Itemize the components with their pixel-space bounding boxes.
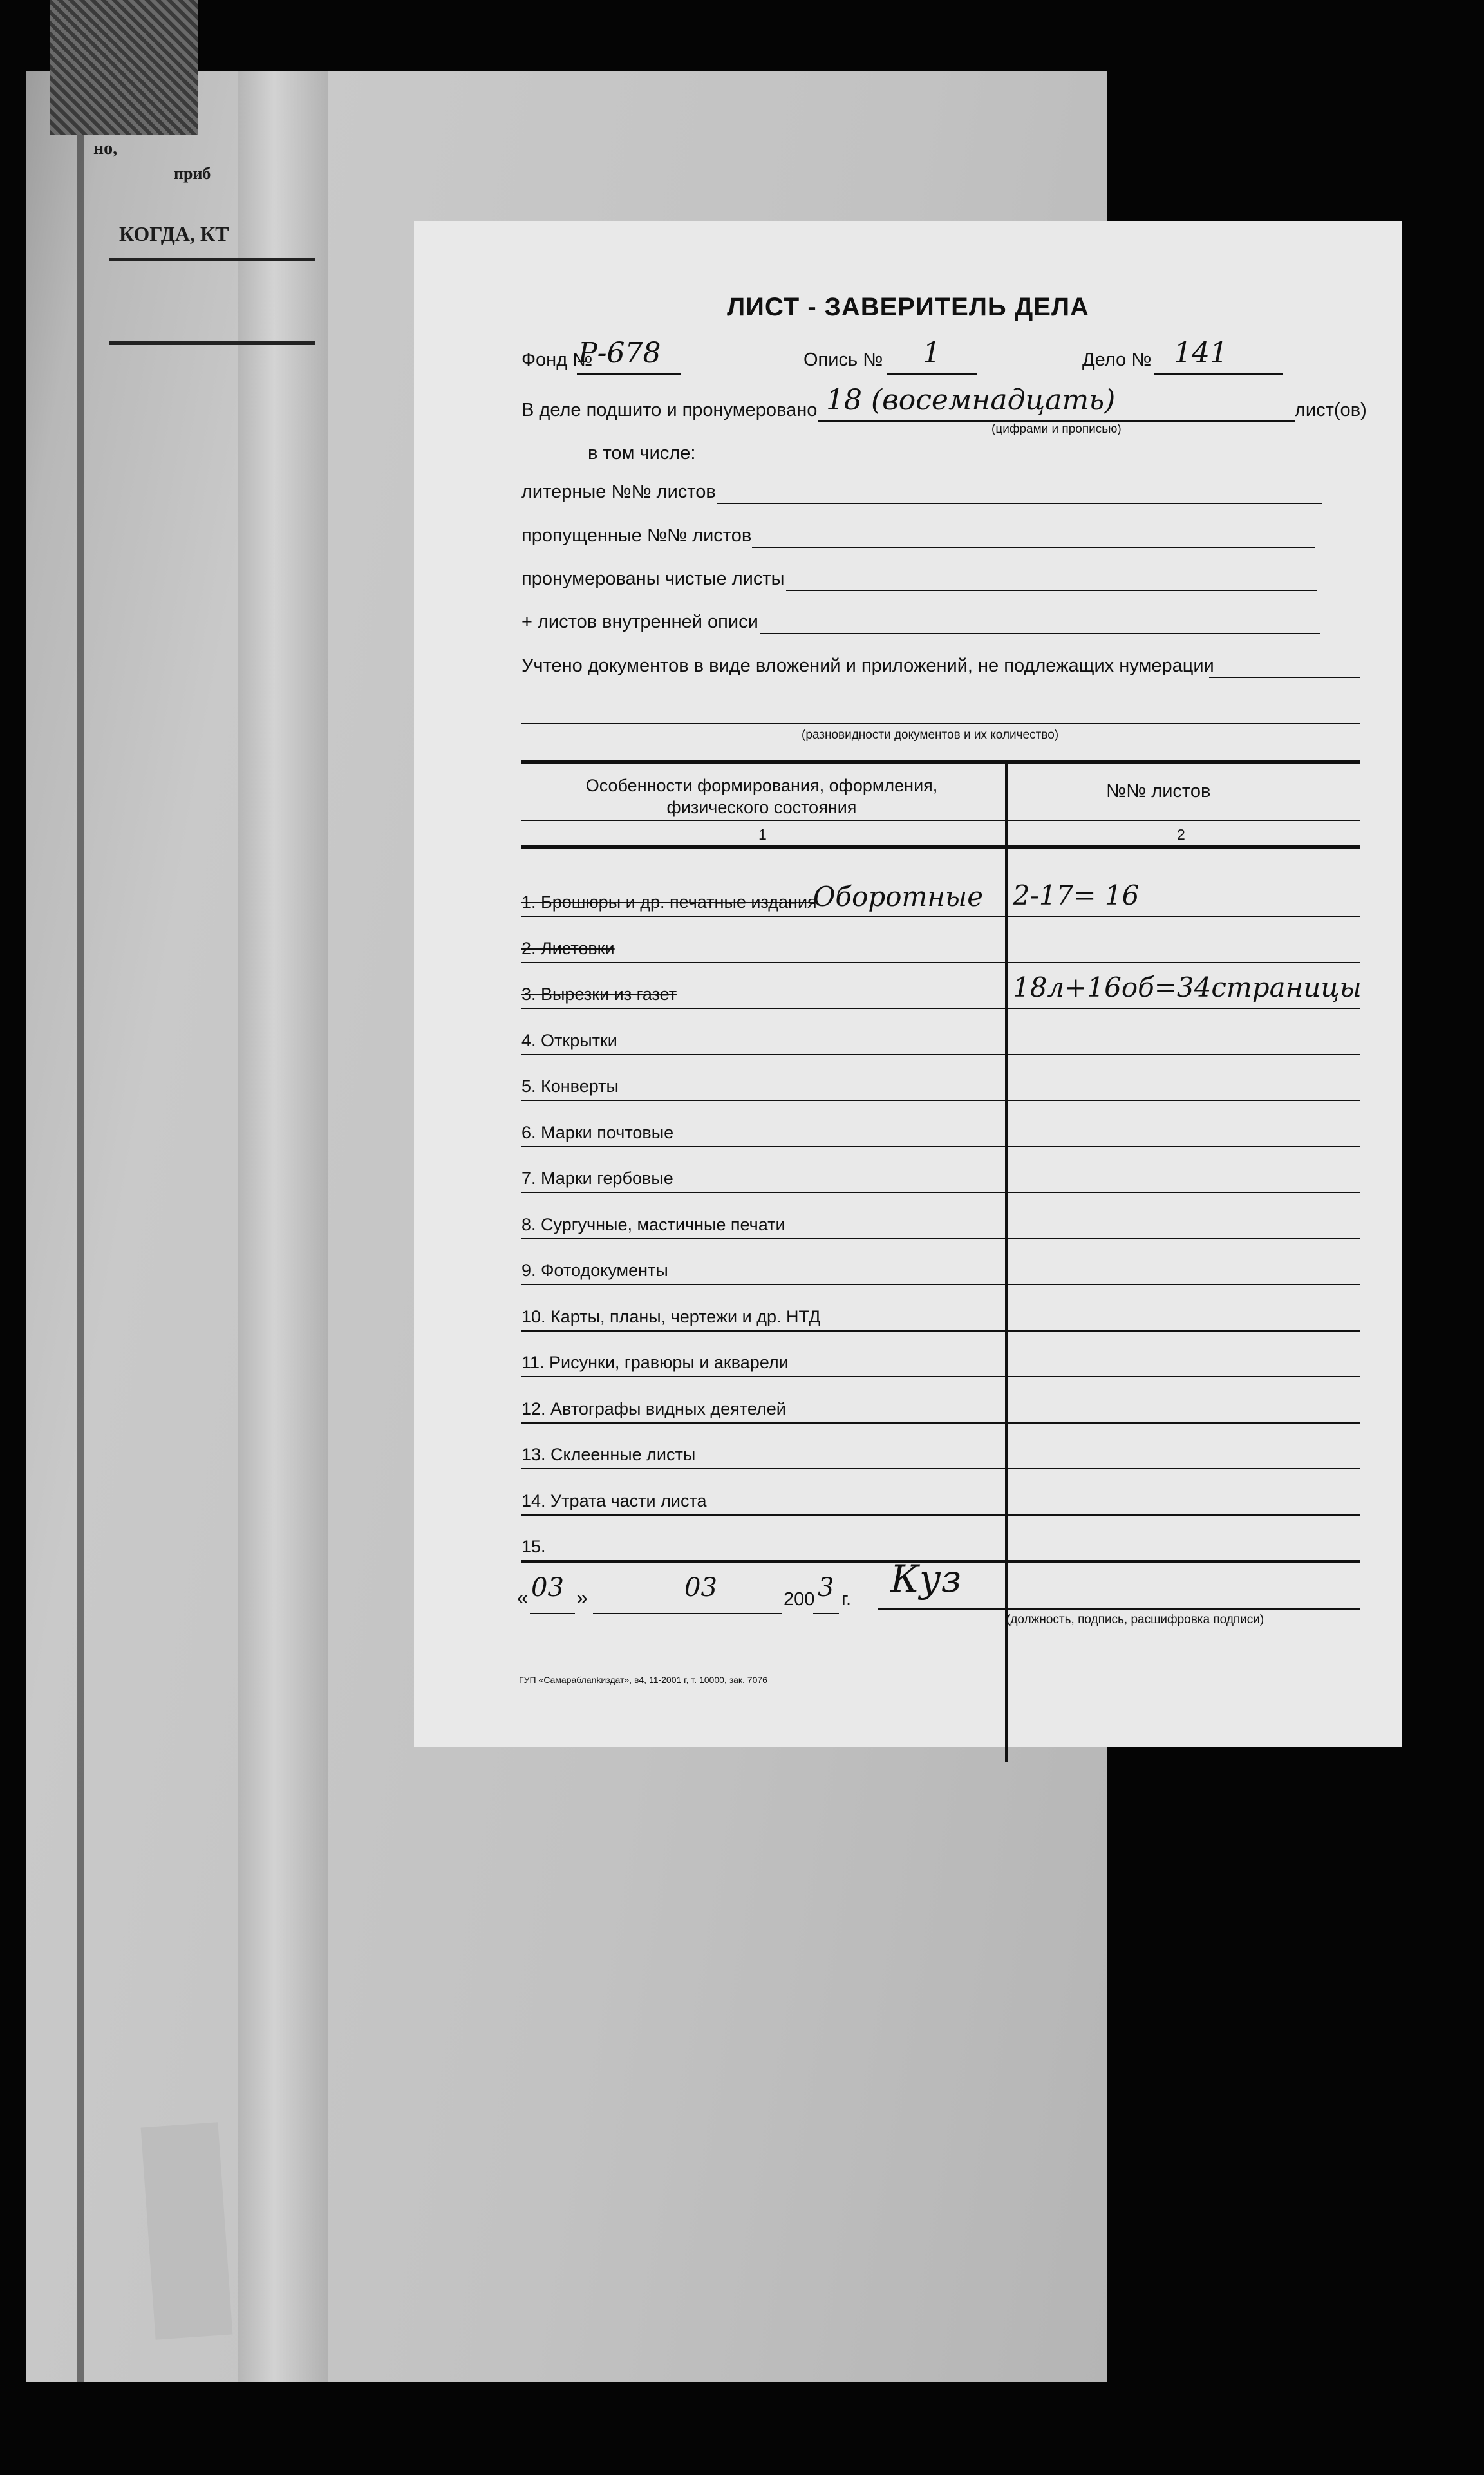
table-row-line (521, 1008, 1360, 1009)
printer-imprint: ГУП «Самараблankиздат», в4, 11-2001 г, т. 10000, зак. 7076 (519, 1675, 767, 1685)
table-row-line (521, 1468, 1360, 1469)
back-fragment: но, (93, 138, 118, 158)
fond-value: Р-678 (578, 337, 661, 370)
date-close-quote: » (576, 1586, 588, 1609)
table-row-line (521, 962, 1360, 963)
missed-sheets-label: пропущенные №№ листов (521, 525, 752, 546)
table-row-line (521, 1192, 1360, 1193)
including-label: в том числе: (588, 443, 696, 464)
blank-sheets-label: пронумерованы чистые листы (521, 569, 785, 589)
table-row-label: 2. Листовки (521, 938, 615, 958)
opis-label: Опись № (803, 350, 883, 370)
col1-header: Особенности формирования, оформления, физического состояния (585, 776, 938, 817)
date-year-abbr: г. (841, 1589, 852, 1610)
table-row-line (521, 1514, 1360, 1516)
table-row-line (521, 1146, 1360, 1147)
date-open-quote: « (517, 1586, 529, 1609)
date-year-prefix: 200 (784, 1589, 815, 1610)
table-row-label: 7. Марки гербовые (521, 1169, 673, 1188)
table-row-sheets: 18л+16об=34страницы (1013, 972, 1362, 1003)
sewn-suffix: лист(ов) (1295, 400, 1367, 420)
inner-inventory-label: + листов внутренней описи (521, 612, 758, 632)
folder-edge (77, 71, 84, 2382)
table-row-line (521, 916, 1360, 917)
table-row-label: 9. Фотодокументы (521, 1261, 668, 1280)
binding-fabric (50, 0, 198, 135)
table-row-line (521, 1054, 1360, 1055)
table-row-label: 13. Склеенные листы (521, 1445, 696, 1464)
table-row-label: 11. Рисунки, гравюры и акварели (521, 1353, 789, 1372)
signature: Куз (890, 1557, 962, 1601)
literal-sheets-label: литерные №№ листов (521, 482, 716, 502)
divider (109, 258, 315, 261)
table-row-line (521, 1330, 1360, 1332)
table-row-sheets: 2-17= 16 (1013, 880, 1140, 911)
sewn-value: 18 (восемнадцать) (826, 384, 1116, 417)
table-row-label: 1. Брошюры и др. печатные издания (521, 892, 817, 912)
attachments-label: Учтено документов в виде вложений и приложений, не подлежащих нумерации (521, 655, 1214, 676)
col1-number: 1 (758, 826, 767, 843)
date-month: 03 (684, 1573, 717, 1603)
table-row-label: 4. Открытки (521, 1030, 617, 1050)
table-row-label: 15. (521, 1537, 546, 1556)
back-fragment: КОГДА, КТ (119, 222, 229, 245)
table-row-label: 12. Автографы видных деятелей (521, 1398, 786, 1418)
date-day: 03 (531, 1573, 564, 1603)
delo-value: 141 (1174, 337, 1228, 370)
table-row-line (521, 1422, 1360, 1424)
delo-label: Дело № (1082, 350, 1152, 370)
page-fold (238, 71, 328, 2382)
table-row-label: 3. Вырезки из газет (521, 984, 677, 1004)
varieties-hint: (разновидности документов и их количество) (802, 728, 1059, 742)
table-row-label: 8. Сургучные, мастичные печати (521, 1214, 785, 1234)
fond-label: Фонд № (521, 350, 593, 370)
col2-number: 2 (1177, 826, 1185, 843)
table-row-label: 14. Утрата части листа (521, 1491, 707, 1510)
form-title: ЛИСТ - ЗАВЕРИТЕЛЬ ДЕЛА (727, 293, 1089, 321)
table-row-line (521, 1284, 1360, 1285)
table-row-label: 6. Марки почтовые (521, 1122, 674, 1142)
opis-value: 1 (923, 337, 941, 370)
table-row-label: 5. Конверты (521, 1077, 619, 1096)
table-row-line (521, 1100, 1360, 1101)
date-year-suffix: 3 (818, 1573, 834, 1603)
sewn-hint: (цифрами и прописью) (991, 422, 1122, 436)
paper-scrap (141, 2122, 233, 2340)
table-row-line (521, 1238, 1360, 1239)
col2-header: №№ листов (1106, 781, 1211, 802)
certification-sheet (414, 221, 1402, 1747)
table-row-line (521, 1376, 1360, 1377)
signature-hint: (должность, подпись, расшифровка подписи) (1006, 1613, 1264, 1626)
sewn-label: В деле подшито и пронумеровано (521, 400, 818, 420)
table-row-handwritten: Оборотные (813, 881, 984, 912)
table-row-label: 10. Карты, планы, чертежи и др. НТД (521, 1306, 821, 1326)
divider (109, 341, 315, 345)
back-fragment: приб (174, 164, 211, 183)
